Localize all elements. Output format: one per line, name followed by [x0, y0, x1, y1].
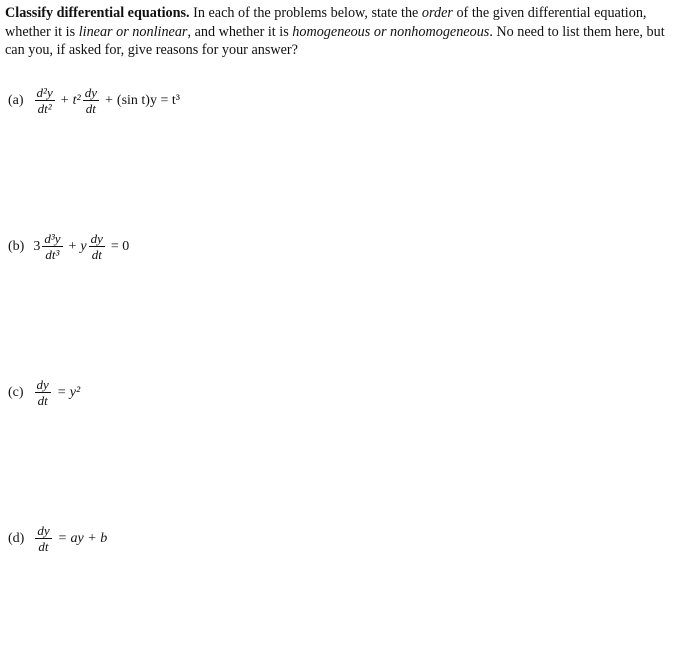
derivative-fraction [35, 378, 51, 407]
fraction-numerator: dy [36, 377, 49, 392]
derivative-fraction [35, 86, 55, 115]
instructions-term-order: order [421, 5, 453, 21]
problem-b [8, 232, 129, 261]
equation-tail: (sin t)y = t³ [116, 92, 180, 108]
fraction-numerator: dy [90, 231, 103, 246]
fraction-numerator: d³y [44, 231, 61, 246]
instructions-term-homogeneity: homogeneous or nonhomogeneous [292, 23, 490, 40]
coefficient-term: y [80, 238, 87, 254]
instructions-text-4: . No need to list them here, but can you, if asked for, give reasons for your answer? [5, 23, 665, 58]
fraction-numerator: dy [37, 523, 50, 538]
equation-tail: = ay + b [57, 530, 108, 546]
fraction-numerator: dy [84, 85, 97, 100]
problem-label: (c) [8, 384, 24, 400]
problem-label: (a) [8, 92, 24, 108]
coefficient: 3 [33, 238, 41, 254]
problem-label: (d) [8, 530, 25, 546]
derivative-fraction [42, 232, 62, 261]
equation [33, 232, 129, 261]
instructions-text-3: , and whether it is [187, 23, 293, 40]
fraction-denominator: dt [37, 393, 48, 408]
fraction-denominator: dt³ [45, 247, 60, 262]
derivative-fraction [83, 86, 99, 115]
fraction-denominator: dt² [37, 101, 52, 116]
instructions-text-1: In each of the problems below, state the [189, 5, 422, 21]
operator: + [68, 238, 77, 254]
operator: + [60, 92, 69, 108]
equation [33, 524, 107, 553]
fraction-denominator: dt [91, 247, 102, 262]
equation [33, 86, 180, 115]
coefficient-term: t² [72, 92, 81, 108]
problem-d [8, 524, 107, 553]
fraction-denominator: dt [85, 101, 96, 116]
operator: + [105, 92, 113, 108]
instructions-heading: Classify differential equations. [5, 5, 190, 21]
problem-label: (b) [8, 238, 25, 254]
problem-a [8, 86, 180, 115]
fraction-numerator: d²y [36, 85, 53, 100]
instructions-paragraph [5, 4, 677, 60]
instructions-text-2: of the given differential equation, whether it is [5, 5, 647, 40]
equation-tail: = 0 [110, 238, 130, 254]
fraction-denominator: dt [38, 539, 49, 554]
equation-tail: = y² [56, 384, 81, 400]
equation [33, 378, 81, 407]
derivative-fraction [35, 524, 51, 553]
problem-c [8, 378, 80, 407]
derivative-fraction [89, 232, 105, 261]
instructions-term-linearity: linear or nonlinear [78, 23, 188, 40]
